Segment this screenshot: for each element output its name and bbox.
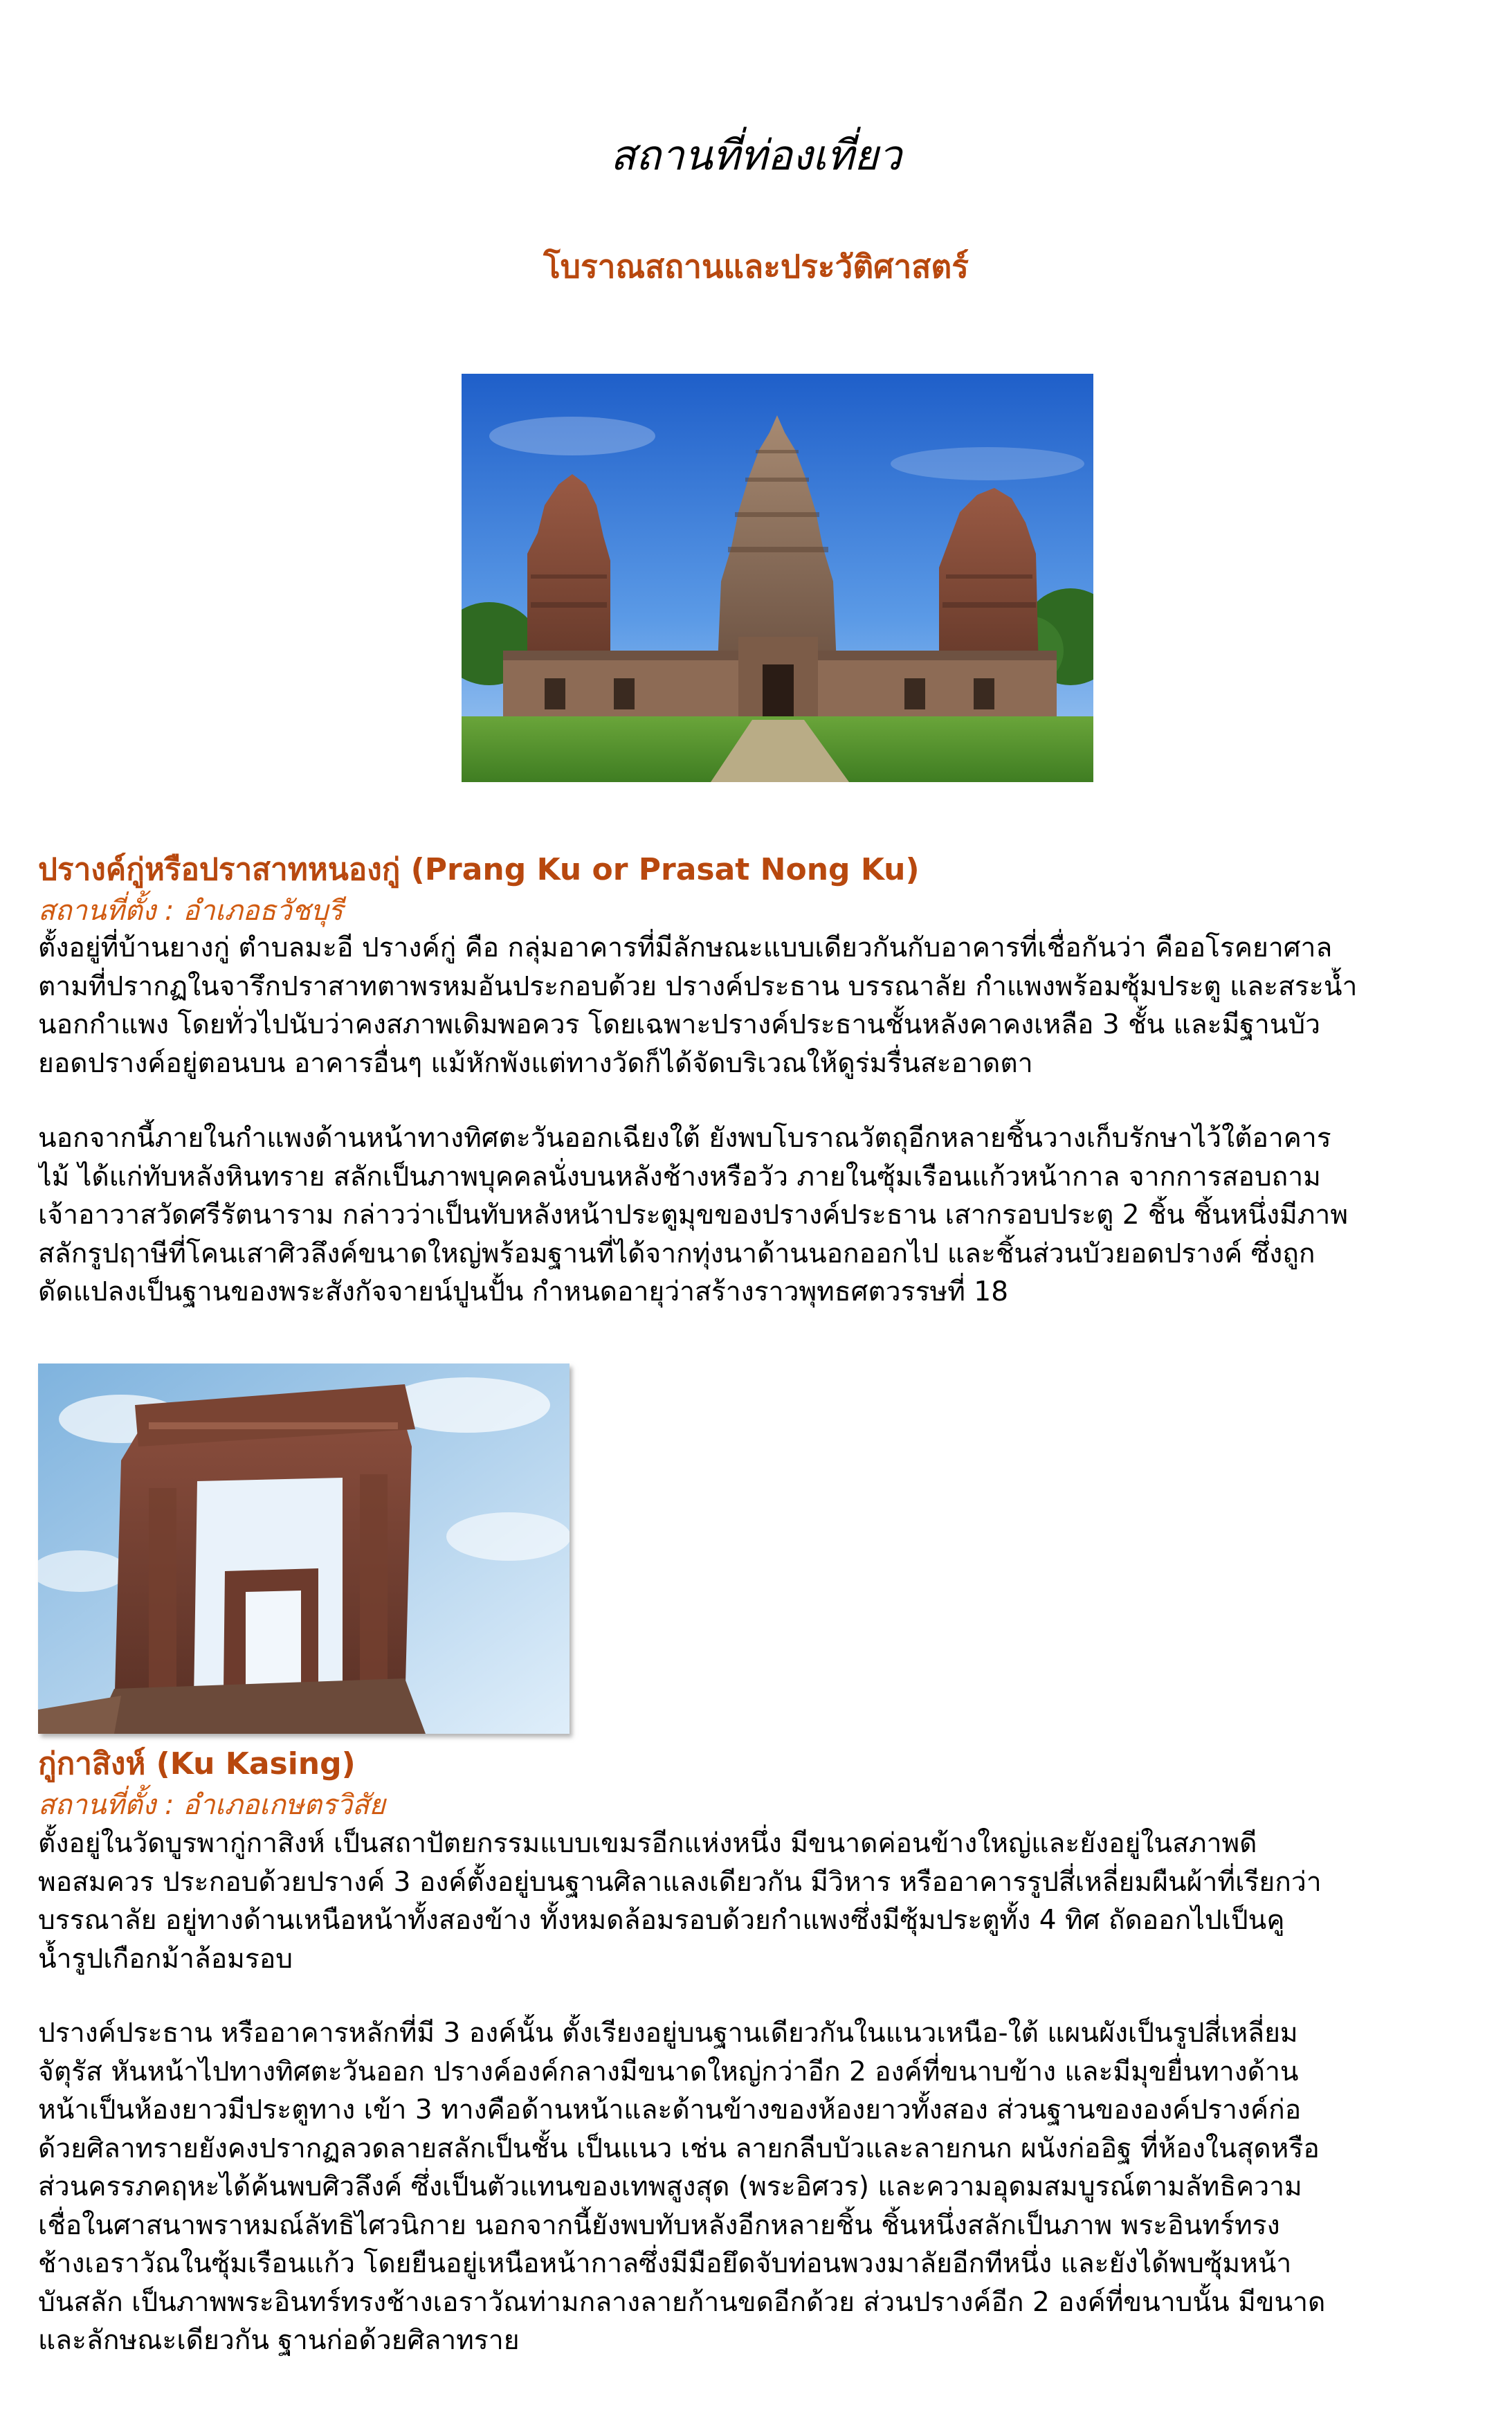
text-line: ไม้ ได้แก่ทับหลังหินทราย สลักเป็นภาพบุคคลนั่งบนหลังช้างหรือวัว ภายในซุ้มเรือนแก้วหน้ากาล จากการสอบถาม <box>38 1161 1321 1193</box>
prang-ku-photo <box>462 374 1093 782</box>
site-location-prang-ku: สถานที่ตั้ง : อำเภอธวัชบุรี <box>38 895 343 927</box>
text-line: ปรางค์ประธาน หรืออาคารหลักที่มี 3 องค์นั้น ตั้งเรียงอยู่บนฐานเดียวกันในแนวเหนือ-ใต้ แผนผังเป็นรูปสี่เหลี่ยม <box>38 2018 1298 2049</box>
ku-kasing-paragraph-1 <box>38 1824 1477 1978</box>
text-line: น้ำรูปเกือกม้าล้อมรอบ <box>38 1943 293 1975</box>
section-heading: โบราณสถานและประวัติศาสตร์ <box>543 248 969 285</box>
text-line: เชื่อในศาสนาพราหมณ์ลัทธิไศวนิกาย นอกจากนี้ยังพบทับหลังอีกหลายชิ้น ชิ้นหนึ่งสลักเป็นภาพ พระอินทร์ทรง <box>38 2209 1280 2241</box>
site-title-ku-kasing: กู่กาสิงห์ (Ku Kasing) <box>38 1746 356 1782</box>
text-line: ดัดแปลงเป็นฐานของพระสังกัจจายน์ปูนปั้น กำหนดอายุว่าสร้างราวพุทธศตวรรษที่ 18 <box>38 1276 1009 1307</box>
text-line: ตามที่ปรากฏในจารึกปราสาทตาพรหมอันประกอบด้วย ปรางค์ประธาน บรรณาลัย กำแพงพร้อมซุ้มประตู และสระน้ำ <box>38 970 1358 1002</box>
text-line: ตั้งอยู่ที่บ้านยางกู่ ตำบลมะอี ปรางค์กู่ คือ กลุ่มอาคารที่มีลักษณะแบบเดียวกันกับอาคารที่เชื่อกันว่า คืออโรคยาศาล <box>38 932 1333 963</box>
text-line: เจ้าอาวาสวัดศรีรัตนาราม กล่าวว่าเป็นทับหลังหน้าประตูมุขของปรางค์ประธาน เสากรอบประตู 2 ชิ้น ชิ้นหนึ่งมีภาพ <box>38 1199 1349 1231</box>
text-line: ตั้งอยู่ในวัดบูรพากู่กาสิงห์ เป็นสถาปัตยกรรมแบบเขมรอีกแห่งหนึ่ง มีขนาดค่อนข้างใหญ่และยังอยู่ในสภาพดี <box>38 1828 1257 1859</box>
text-line: นอกจากนี้ภายในกำแพงด้านหน้าทางทิศตะวันออกเฉียงใต้ ยังพบโบราณวัตถุอีกหลายชิ้นวางเก็บรักษาไว้ใต้อาคาร <box>38 1123 1331 1154</box>
page-title: สถานที่ท่องเที่ยว <box>610 132 902 180</box>
ku-kasing-paragraph-2 <box>38 2014 1477 2360</box>
text-line: ยอดปรางค์อยู่ตอนบน อาคารอื่นๆ แม้หักพังแต่ทางวัดก็ได้จัดบริเวณให้ดูร่มรื่นสะอาดตา <box>38 1047 1033 1079</box>
text-line: ด้วยศิลาทรายยังคงปรากฏลวดลายสลักเป็นชั้น เป็นแนว เช่น ลายกลีบบัวและลายกนก ผนังก่ออิฐ ที่ห้องในสุดหรือ <box>38 2132 1320 2164</box>
ku-kasing-photo <box>38 1364 570 1734</box>
text-line: จัตุรัส หันหน้าไปทางทิศตะวันออก ปรางค์องค์กลางมีขนาดใหญ่กว่าอีก 2 องค์ที่ขนาบข้าง และมีมุขยื่นทางด้าน <box>38 2056 1299 2087</box>
text-line: สลักรูปฤาษีที่โคนเสาศิวลึงค์ขนาดใหญ่พร้อมฐานที่ได้จากทุ่งนาด้านนอกออกไป และชิ้นส่วนบัวยอดปรางค์ ซึ่งถูก <box>38 1238 1315 1269</box>
text-line: ส่วนครรภคฤหะได้ค้นพบศิวลึงค์ ซึ่งเป็นตัวแทนของเทพสูงสุด (พระอิศวร) และความอุดมสมบูรณ์ตามลัทธิความ <box>38 2171 1302 2202</box>
text-line: ช้างเอราวัณในซุ้มเรือนแก้ว โดยยืนอยู่เหนือหน้ากาลซึ่งมีมือยึดจับท่อนพวงมาลัยอีกทีหนึ่ง และยังได้พบซุ้มหน้า <box>38 2248 1292 2279</box>
prang-ku-paragraph-1 <box>38 929 1477 1082</box>
prang-ku-paragraph-2 <box>38 1119 1477 1312</box>
text-line: หน้าเป็นห้องยาวมีประตูทาง เข้า 3 ทางคือด้านหน้าและด้านข้างของห้องยาวทั้งสอง ส่วนฐานขององค์ปรางค์ก่อ <box>38 2094 1302 2126</box>
text-line: นอกกำแพง โดยทั่วไปนับว่าคงสภาพเดิมพอควร โดยเฉพาะปรางค์ประธานชั้นหลังคาคงเหลือ 3 ชั้น และมีฐานบัว <box>38 1009 1321 1040</box>
text-line: บรรณาลัย อยู่ทางด้านเหนือหน้าทั้งสองข้าง ทั้งหมดล้อมรอบด้วยกำแพงซึ่งมีซุ้มประตูทั้ง 4 ทิศ ถัดออกไปเป็นคู <box>38 1905 1285 1936</box>
text-line: พอสมควร ประกอบด้วยปรางค์ 3 องค์ตั้งอยู่บนฐานศิลาแลงเดียวกัน มีวิหาร หรืออาคารรูปสี่เหลี่ยมผืนผ้าที่เรียกว่า <box>38 1866 1322 1898</box>
text-line: บันสลัก เป็นภาพพระอินทร์ทรงช้างเอราวัณท่ามกลางลายก้านขดอีกด้วย ส่วนปรางค์อีก 2 องค์ที่ขนาบนั้น มีขนาด <box>38 2286 1326 2318</box>
site-location-ku-kasing: สถานที่ตั้ง : อำเภอเกษตรวิสัย <box>38 1789 385 1821</box>
text-line: และลักษณะเดียวกัน ฐานก่อด้วยศิลาทราย <box>38 2325 520 2356</box>
site-title-prang-ku: ปรางค์กู่หรือปราสาทหนองกู่ (Prang Ku or Prasat Nong Ku) <box>38 852 920 887</box>
